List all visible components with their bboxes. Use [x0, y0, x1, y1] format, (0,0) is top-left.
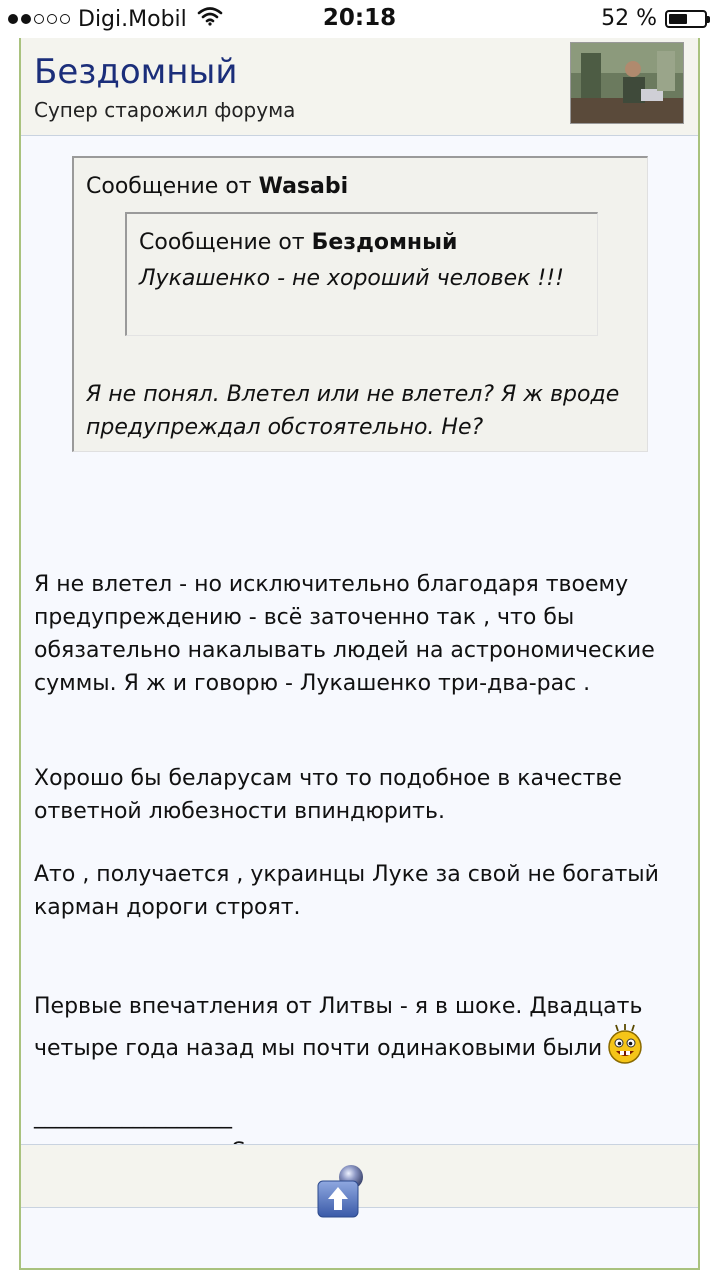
clock: 20:18	[322, 5, 397, 31]
carrier-name: Digi.Mobil	[78, 6, 187, 32]
scroll-to-top-button[interactable]	[317, 1180, 359, 1218]
post-footer	[21, 1144, 698, 1208]
message-paragraph: Первые впечатления от Литвы - я в шоке. Двадцать четыре года назад мы почти одинаковыми были	[34, 994, 643, 1061]
inner-quote-author[interactable]: Бездомный	[311, 230, 458, 255]
user-title: Супер старожил форума	[34, 98, 296, 122]
quote-prefix: Сообщение от	[86, 174, 259, 199]
arrow-up-icon	[317, 1180, 359, 1218]
signature-separator: __________________	[34, 1104, 232, 1129]
message-paragraph: Хорошо бы беларусам что то подобное в качестве ответной любезности впиндюрить.	[34, 766, 622, 824]
signal-strength-icon	[8, 14, 70, 24]
status-left	[8, 6, 223, 32]
quote-text: Я не понял. Влетел или не влетел? Я ж вроде предупреждал обстоятельно. Не?	[86, 382, 620, 440]
laughing-smiley-icon	[606, 1023, 644, 1075]
post-header	[21, 38, 698, 136]
wifi-icon	[197, 6, 223, 32]
status-bar	[0, 0, 719, 38]
message-paragraph: Я не влетел - но исключительно благодаря твоему предупреждению - всё заточенно так , что бы обязательно накалывать людей на астрономические суммы. Я ж и говорю - Лукашенко три-два-рас .	[34, 572, 655, 696]
post-username[interactable]: Бездомный	[34, 52, 238, 92]
inner-quote-text: Лукашенко - не хороший человек !!!	[139, 266, 564, 291]
message-paragraph-with-smiley	[34, 990, 674, 1075]
message-paragraph: Ато , получается , украинцы Луке за свой не богатый карман дороги строят.	[34, 862, 659, 920]
forum-post	[19, 38, 700, 1270]
inner-quote-prefix: Сообщение от	[139, 230, 312, 255]
inner-quote-header	[139, 230, 457, 255]
quote-author[interactable]: Wasabi	[258, 174, 349, 199]
battery-icon	[665, 10, 707, 28]
battery-percent: 52 %	[601, 6, 657, 31]
quote-block-inner	[125, 212, 598, 336]
quote-block-outer	[72, 156, 648, 452]
quote-header	[86, 174, 348, 199]
status-right	[601, 6, 707, 31]
user-avatar[interactable]	[570, 42, 684, 124]
